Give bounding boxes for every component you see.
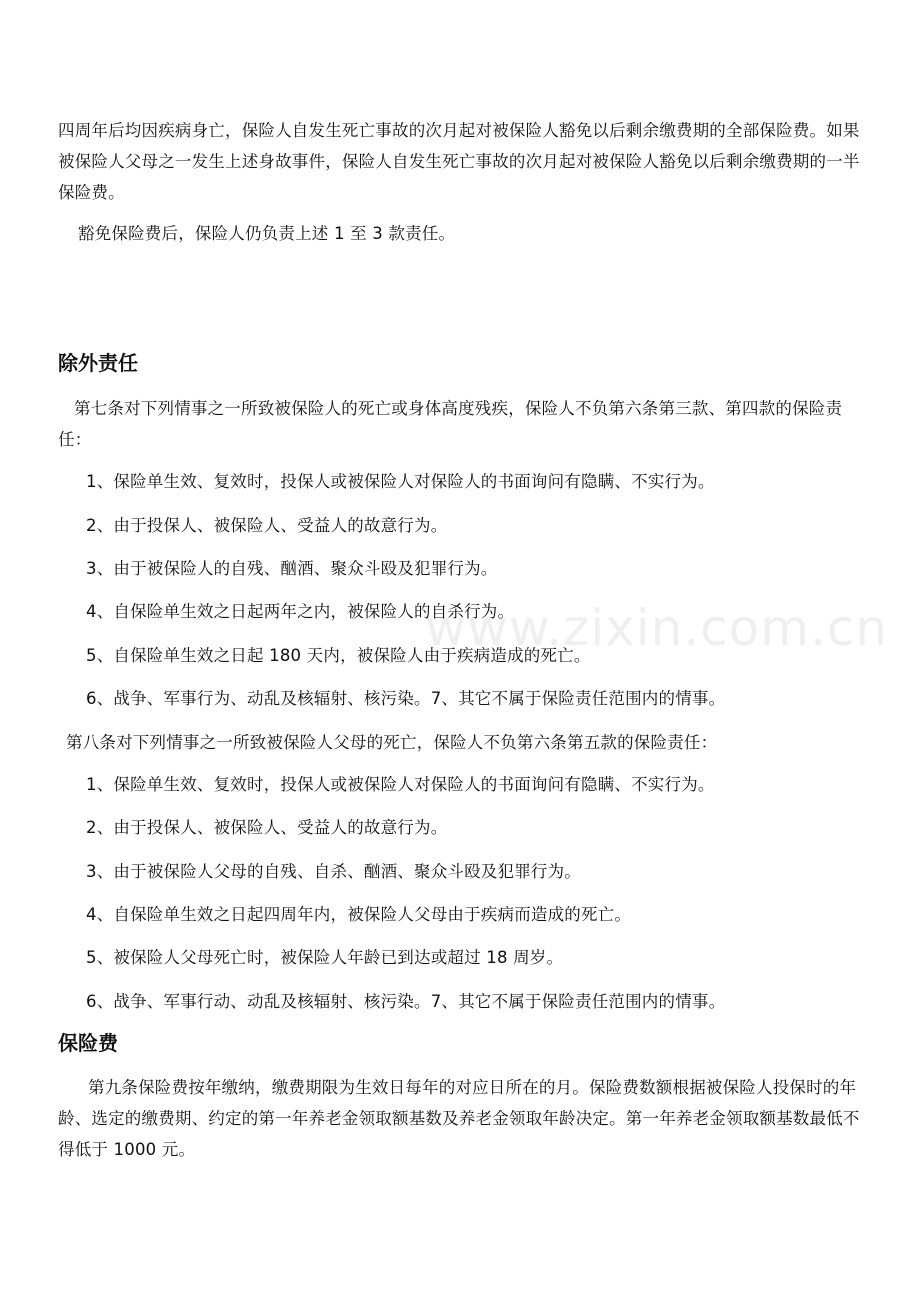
article-7-item-5: 5、自保险单生效之日起 180 天内，被保险人由于疾病造成的死亡。 — [86, 646, 591, 665]
article-7-intro: 第七条对下列情事之一所致被保险人的死亡或身体高度残疾，保险人不负第六条第三款、第四款的保险责任： — [58, 399, 843, 449]
article-7-item-2: 2、由于投保人、被保险人、受益人的故意行为。 — [86, 516, 448, 535]
article-7-item-3: 3、由于被保险人的自残、酗酒、聚众斗殴及犯罪行为。 — [86, 559, 498, 578]
article-7-item-4: 4、自保险单生效之日起两年之内，被保险人的自杀行为。 — [86, 602, 515, 621]
article-8-item-5: 5、被保险人父母死亡时，被保险人年龄已到达或超过 18 周岁。 — [86, 948, 564, 967]
section-heading-exclusions: 除外责任 — [58, 351, 138, 375]
article-7-item-6: 6、战争、军事行为、动乱及核辐射、核污染。7、其它不属于保险责任范围内的情事。 — [86, 689, 726, 708]
paragraph-waiver-detail: 四周年后均因疾病身亡，保险人自发生死亡事故的次月起对被保险人豁免以后剩余缴费期的全部保险费。如果被保险人父母之一发生上述身故事件，保险人自发生死亡事故的次月起对被保险人豁免以后剩余缴费期的一半保险费。 — [58, 121, 860, 202]
article-9-text: 第九条保险费按年缴纳，缴费期限为生效日每年的对应日所在的月。保险费数额根据被保险人投保时的年龄、选定的缴费期、约定的第一年养老金领取额基数及养老金领取年龄决定。第一年养老金领取额基数最低不得低于 1000 元。 — [58, 1078, 860, 1159]
article-8-item-2: 2、由于投保人、被保险人、受益人的故意行为。 — [86, 818, 448, 837]
article-8-item-1: 1、保险单生效、复效时，投保人或被保险人对保险人的书面询问有隐瞒、不实行为。 — [86, 775, 715, 794]
article-8-intro: 第八条对下列情事之一所致被保险人父母的死亡，保险人不负第六条第五款的保险责任： — [66, 733, 718, 752]
watermark: www.zixin.com.cn — [425, 599, 889, 657]
section-heading-premium: 保险费 — [58, 1031, 118, 1055]
paragraph-waiver-note: 豁免保险费后，保险人仍负责上述 1 至 3 款责任。 — [78, 224, 456, 243]
article-8-item-4: 4、自保险单生效之日起四周年内，被保险人父母由于疾病而造成的死亡。 — [86, 905, 632, 924]
article-8-item-3: 3、由于被保险人父母的自残、自杀、酗酒、聚众斗殴及犯罪行为。 — [86, 862, 581, 881]
article-7-item-1: 1、保险单生效、复效时，投保人或被保险人对保险人的书面询问有隐瞒、不实行为。 — [86, 472, 715, 491]
article-8-item-6: 6、战争、军事行动、动乱及核辐射、核污染。7、其它不属于保险责任范围内的情事。 — [86, 992, 726, 1011]
